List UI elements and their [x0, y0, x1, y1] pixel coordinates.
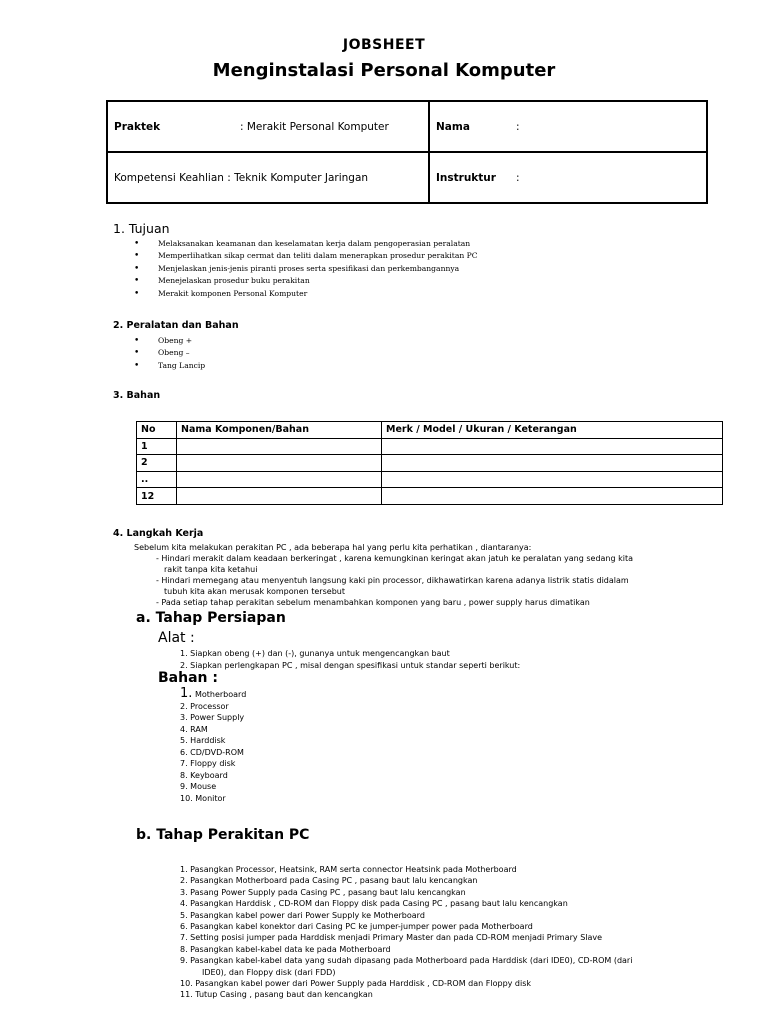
list-item: 4. Pasangkan Harddisk , CD-ROM dan Floppy disk pada Casing PC , pasang baut lalu kencangkan	[180, 899, 568, 909]
list-item: • Memperlihatkan sikap cermat dan teliti dalam menerapkan prosedur perakitan PC	[134, 250, 478, 262]
table-row	[137, 488, 723, 505]
praktek-cell	[107, 101, 429, 152]
bahan-heading: 3. Bahan	[113, 390, 161, 401]
note-line: - Hindari merakit dalam keadaan berkeringat , karena kemungkinan keringat akan jatuh ke peralatan yang sedang kita	[156, 554, 634, 563]
list-item: 4. RAM	[180, 724, 208, 734]
note-line: - Hindari memegang atau menyentuh langsung kaki pin processor, dikhawatirkan karena adanya listrik statis didalam	[156, 576, 629, 585]
list-item: 1. Siapkan obeng (+) dan (-), gunanya untuk mengencangkan baut	[180, 649, 450, 658]
doc-title: JOBSHEET	[342, 37, 426, 53]
doc-subtitle: Menginstalasi Personal Komputer	[212, 60, 556, 81]
col-nama-header: Nama Komponen/Bahan	[177, 422, 382, 439]
cell	[177, 488, 382, 505]
peralatan-heading: 2. Peralatan dan Bahan	[113, 320, 239, 331]
list-item: 5. Pasangkan kabel power dari Power Supply ke Motherboard	[180, 910, 425, 920]
instruktur-cell	[429, 152, 707, 203]
praktek-label: Praktek	[114, 120, 161, 133]
praktek-value: : Merakit Personal Komputer	[240, 120, 389, 133]
kompetensi-value: : Teknik Komputer Jaringan	[227, 171, 369, 184]
col-merk-header: Merk / Model / Ukuran / Keterangan	[382, 422, 723, 439]
tujuan-list	[134, 238, 478, 300]
perakitan-steps	[180, 864, 632, 1001]
instruktur-label: Instruktur	[436, 171, 496, 184]
kompetensi-label: Kompetensi Keahlian	[114, 171, 224, 184]
langkah-intro-block	[134, 542, 633, 608]
list-item: 2. Pasangkan Motherboard pada Casing PC , pasang baut lalu kencangkan	[180, 876, 478, 886]
list-item: 7. Floppy disk	[180, 759, 236, 768]
list-item: 9. Pasangkan kabel-kabel data yang sudah dipasang pada Motherboard pada Harddisk (dari IDE0), CD-ROM (dari	[180, 956, 633, 966]
list-item: 7. Setting posisi jumper pada Harddisk menjadi Primary Master dan pada CD-ROM menjadi Primary Slave	[180, 933, 603, 943]
cell	[382, 455, 723, 472]
row-no: ..	[137, 471, 177, 488]
list-item: 6. Pasangkan kabel konektor dari Casing PC ke jumper-jumper power pada Motherboard	[180, 922, 533, 932]
list-item: 1. Pasangkan Processor, Heatsink, RAM serta connector Heatsink pada Motherboard	[180, 865, 517, 874]
persiapan-heading: a. Tahap Persiapan	[136, 610, 286, 626]
note-line: tubuh kita akan merusak komponen tersebut	[164, 587, 345, 596]
list-item: • Menjelaskan jenis-jenis piranti proses serta spesifikasi dan perkembangannya	[134, 263, 478, 275]
nama-label: Nama	[436, 120, 470, 133]
cell	[177, 455, 382, 472]
list-item: 6. CD/DVD-ROM	[180, 747, 244, 757]
list-item: • Menejelaskan prosedur buku perakitan	[134, 275, 478, 287]
info-table	[106, 100, 708, 204]
peralatan-list	[134, 335, 205, 372]
nama-cell	[429, 101, 707, 152]
langkah-heading: 4. Langkah Kerja	[113, 528, 204, 539]
note-line: - Pada setiap tahap perakitan sebelum menambahkan komponen yang baru , power supply harus dimatikan	[156, 598, 590, 607]
cell	[177, 438, 382, 455]
list-item: 5. Harddisk	[180, 736, 226, 745]
table-row	[137, 438, 723, 455]
instruktur-value: :	[516, 171, 520, 184]
list-item: • Tang Lancip	[134, 360, 205, 372]
table-row	[137, 455, 723, 472]
item-number: 1.	[180, 686, 193, 701]
bahan-table	[136, 421, 723, 505]
note-line: rakit tanpa kita ketahui	[164, 565, 258, 574]
list-item: 3. Pasang Power Supply pada Casing PC , pasang baut lalu kencangkan	[180, 887, 466, 897]
list-item: 2. Processor	[180, 701, 229, 711]
table-row	[137, 471, 723, 488]
list-item: • Obeng +	[134, 335, 205, 347]
langkah-intro: Sebelum kita melakukan perakitan PC , ada beberapa hal yang perlu kita perhatikan , diantaranya:	[134, 543, 532, 552]
cell	[177, 471, 382, 488]
list-item: 9. Mouse	[180, 782, 217, 791]
bahan-list	[180, 688, 246, 804]
alat-list	[180, 648, 520, 671]
list-item: 11. Tutup Casing , pasang baut dan kencangkan	[180, 990, 373, 1000]
col-no-header: No	[137, 422, 177, 439]
row-no: 1	[137, 438, 177, 455]
list-item	[180, 688, 246, 701]
item-text: Motherboard	[194, 690, 247, 699]
list-item: 8. Keyboard	[180, 770, 228, 780]
nama-value: :	[516, 120, 520, 133]
list-item: 8. Pasangkan kabel-kabel data ke pada Motherboard	[180, 944, 391, 954]
cell	[382, 438, 723, 455]
alat-heading: Alat :	[158, 630, 195, 646]
list-item: IDE0), dan Floppy disk (dari FDD)	[202, 967, 336, 977]
perakitan-heading: b. Tahap Perakitan PC	[136, 827, 310, 843]
list-item: 3. Power Supply	[180, 713, 245, 722]
list-item: • Merakit komponen Personal Komputer	[134, 288, 478, 300]
cell	[382, 488, 723, 505]
kompetensi-cell	[107, 152, 429, 203]
list-item: 10. Monitor	[180, 793, 226, 803]
list-item: 10. Pasangkan kabel power dari Power Supply pada Harddisk , CD-ROM dan Floppy disk	[180, 979, 532, 989]
bahan-sub-heading: Bahan :	[158, 670, 218, 686]
row-no: 2	[137, 455, 177, 472]
list-item: 2. Siapkan perlengkapan PC , misal dengan spesifikasi untuk standar seperti berikut:	[180, 660, 521, 670]
cell	[382, 471, 723, 488]
tujuan-heading: 1. Tujuan	[113, 221, 170, 236]
row-no: 12	[137, 488, 177, 505]
list-item: • Melaksanakan keamanan dan keselamatan kerja dalam pengoperasian peralatan	[134, 238, 478, 250]
table-header-row	[137, 422, 723, 439]
list-item: • Obeng –	[134, 347, 205, 359]
